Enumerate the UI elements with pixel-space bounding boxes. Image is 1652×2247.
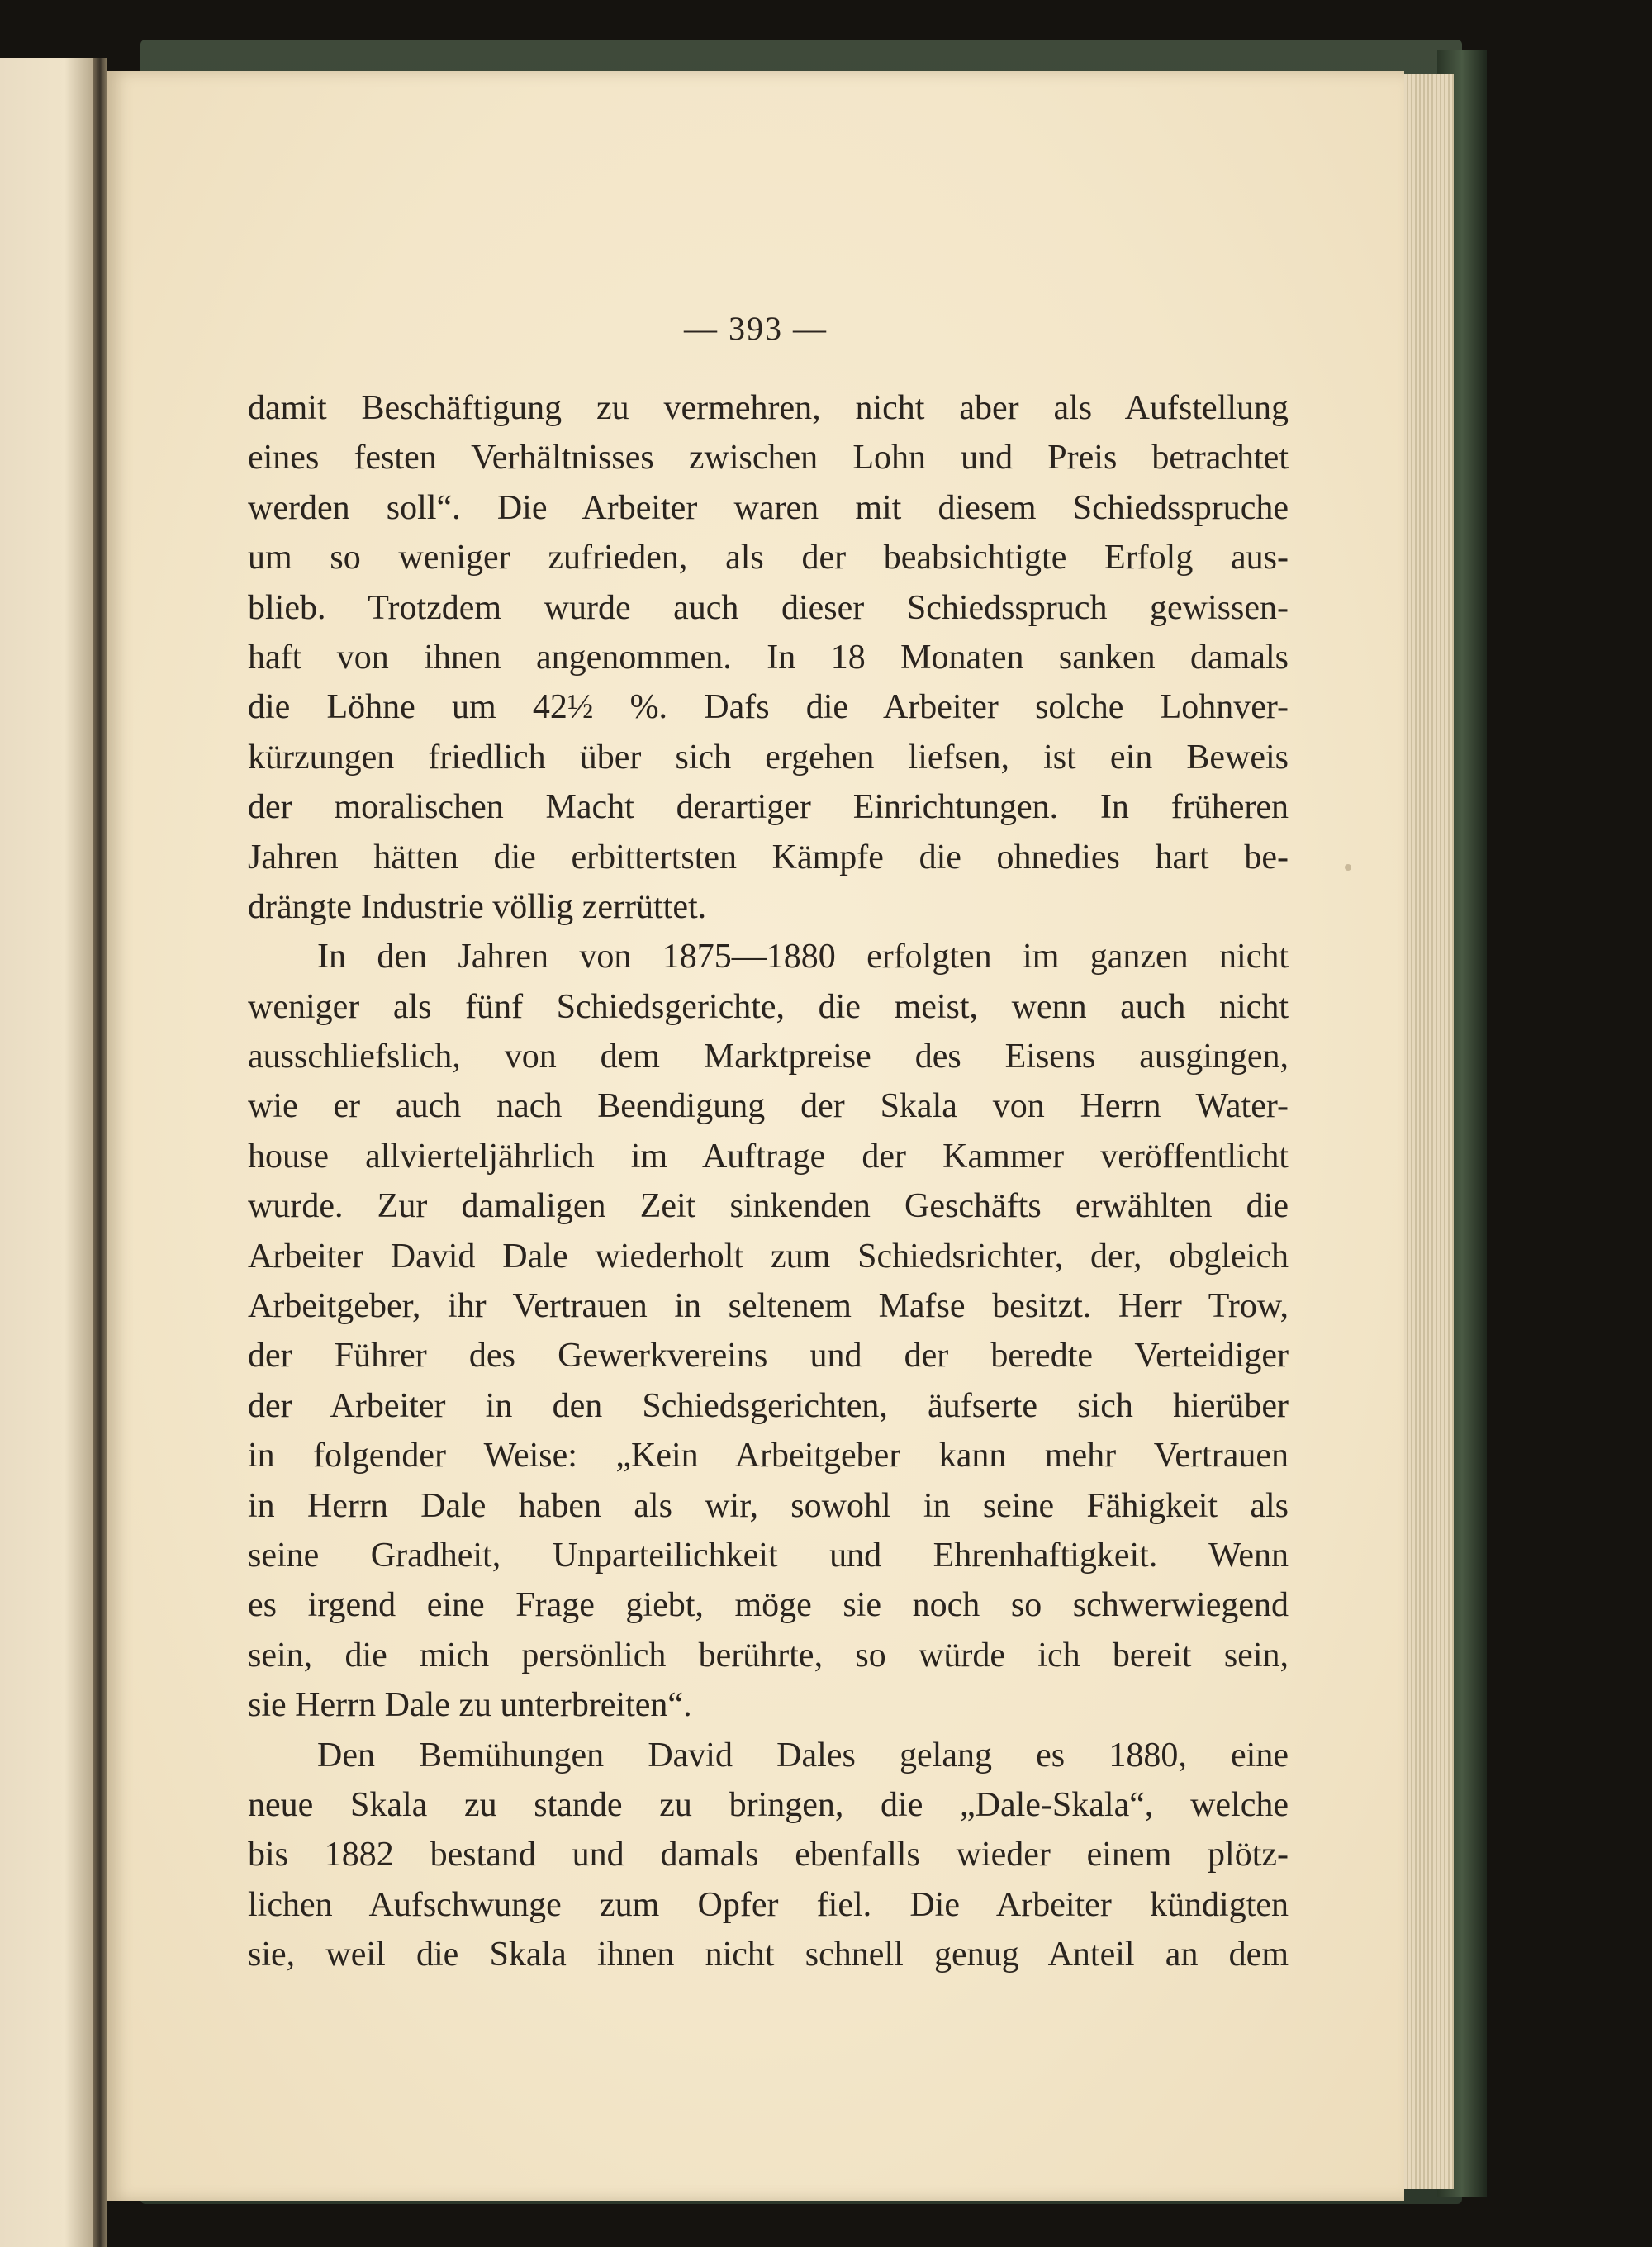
text-line: lichen Aufschwunge zum Opfer fiel. Die Arbeiter kündigten — [248, 1885, 1289, 1924]
text-line: weniger als fünf Schiedsgerichte, die meist, wenn auch nicht — [248, 987, 1289, 1026]
text-line: wurde. Zur damaligen Zeit sinkenden Geschäfts erwählten die — [248, 1187, 1289, 1226]
text-line: Arbeitgeber, ihr Vertrauen in seltenem Mafse besitzt. Herr Trow, — [248, 1287, 1289, 1326]
text-line: house allvierteljährlich im Auftrage der Kammer veröffentlicht — [248, 1137, 1289, 1176]
text-line: damit Beschäftigung zu vermehren, nicht aber als Aufstellung — [248, 389, 1289, 427]
text-line: Arbeiter David Dale wiederholt zum Schiedsrichter, der, obgleich — [248, 1237, 1289, 1276]
paper-speck — [1345, 864, 1351, 871]
book-page — [107, 71, 1404, 2201]
book-gutter — [93, 58, 107, 2247]
text-line: eines festen Verhältnisses zwischen Lohn und Preis betrachtet — [248, 439, 1289, 477]
text-line: der Arbeiter in den Schiedsgerichten, äufserte sich hierüber — [248, 1386, 1289, 1425]
text-line: seine Gradheit, Unparteilichkeit und Ehrenhaftigkeit. Wenn — [248, 1536, 1289, 1575]
text-line: der moralischen Macht derartiger Einrichtungen. In früheren — [248, 788, 1289, 827]
page-body-text — [248, 383, 1289, 1980]
text-line: Jahren hätten die erbittertsten Kämpfe die ohnedies hart be- — [248, 838, 1289, 876]
page-stack-edges — [1396, 74, 1454, 2189]
text-line: der Führer des Gewerkvereins und der beredte Verteidiger — [248, 1337, 1289, 1375]
text-line: in Herrn Dale haben als wir, sowohl in seine Fähigkeit als — [248, 1486, 1289, 1525]
text-line: blieb. Trotzdem wurde auch dieser Schiedsspruch gewissen- — [248, 588, 1289, 627]
text-line: in folgender Weise: „Kein Arbeitgeber kann mehr Vertrauen — [248, 1437, 1289, 1475]
text-line: sie, weil die Skala ihnen nicht schnell genug Anteil an dem — [248, 1936, 1289, 1974]
page-number: — 393 — — [684, 310, 828, 347]
text-line: wie er auch nach Beendigung der Skala von Herrn Water- — [248, 1087, 1289, 1126]
text-line: drängte Industrie völlig zerrüttet. — [248, 887, 707, 926]
text-line: werden soll“. Die Arbeiter waren mit diesem Schiedsspruche — [248, 488, 1289, 527]
text-line: ausschliefslich, von dem Marktpreise des Eisens ausgingen, — [248, 1038, 1289, 1076]
text-line: In den Jahren von 1875—1880 erfolgten im ganzen nicht — [317, 938, 1289, 976]
text-line: sein, die mich persönlich berührte, so würde ich bereit sein, — [248, 1636, 1289, 1675]
text-line: sie Herrn Dale zu unterbreiten“. — [248, 1686, 692, 1725]
text-line: neue Skala zu stande zu bringen, die „Dale-Skala“, welche — [248, 1785, 1289, 1824]
text-line: die Löhne um 42½ %. Dafs die Arbeiter solche Lohnver- — [248, 688, 1289, 727]
text-line: kürzungen friedlich über sich ergehen liefsen, ist ein Beweis — [248, 738, 1289, 777]
text-line: es irgend eine Frage giebt, möge sie noch so schwerwiegend — [248, 1586, 1289, 1625]
text-line: Den Bemühungen David Dales gelang es 1880, eine — [317, 1736, 1289, 1774]
text-line: bis 1882 bestand und damals ebenfalls wieder einem plötz- — [248, 1836, 1289, 1874]
text-line: haft von ihnen angenommen. In 18 Monaten sanken damals — [248, 638, 1289, 677]
left-page-edge — [0, 58, 93, 2247]
text-line: um so weniger zufrieden, als der beabsichtigte Erfolg aus- — [248, 539, 1289, 577]
